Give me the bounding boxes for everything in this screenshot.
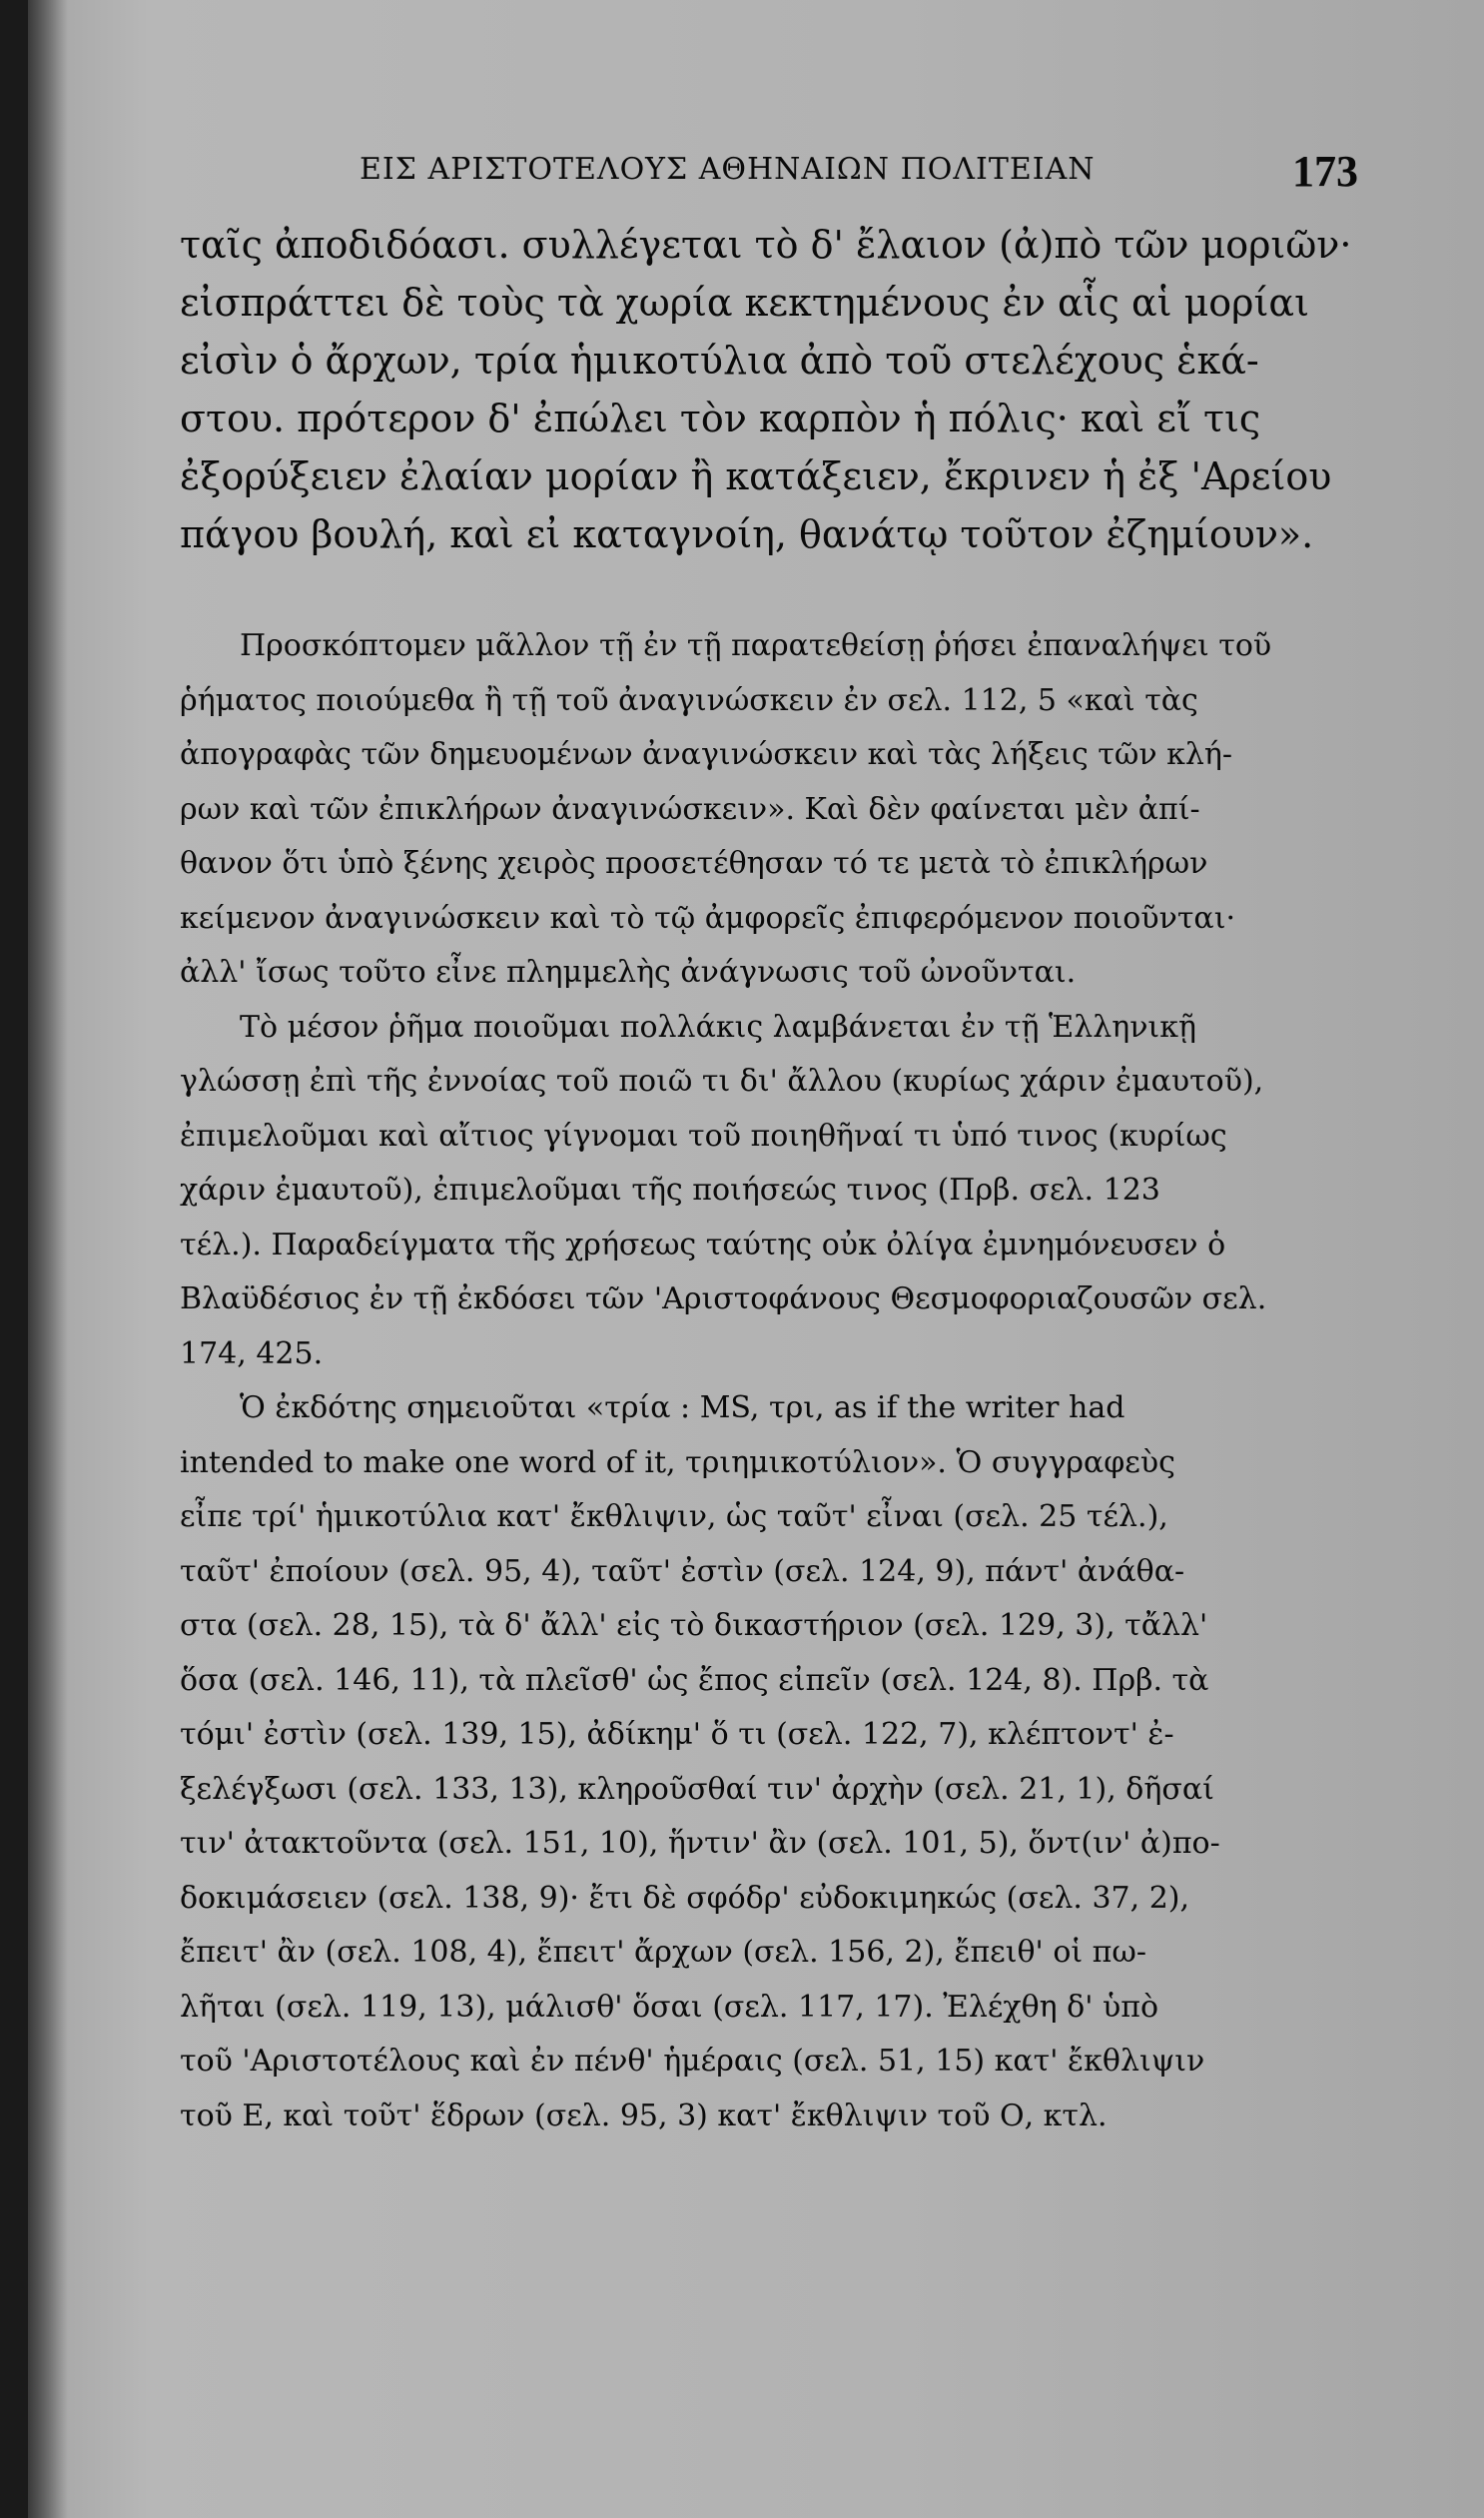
commentary-line: ρων καὶ τῶν ἐπικλήρων ἀναγινώσκειν». Καὶ δὲν φαίνεται μὲν ἀπί- [180,791,1200,827]
commentary-line: στα (σελ. 28, 15), τὰ δ' ἄλλ' εἰς τὸ δικαστήριον (σελ. 129, 3), τἄλλ' [180,1608,1208,1643]
commentary-line: λῆται (σελ. 119, 13), μάλισθ' ὅσαι (σελ. 117, 17). Ἐλέχθη δ' ὑπὸ [180,1989,1159,2025]
commentary-line: εἶπε τρί' ἡμικοτύλια κατ' ἔκθλιψιν, ὡς ταῦτ' εἶναι (σελ. 25 τέλ.), [180,1499,1168,1534]
book-binding-edge [0,0,28,2518]
running-title: ΕΙΣ ΑΡΙΣΤΟΤΕΛΟΥΣ ΑΘΗΝΑΙΩΝ ΠΟΛΙΤΕΙΑΝ [360,152,1096,187]
commentary-line: τέλ.). Παραδείγματα τῆς χρήσεως ταύτης οὐκ ὀλίγα ἐμνημόνευσεν ὁ [180,1227,1226,1262]
commentary-line: ἀπογραφὰς τῶν δημευομένων ἀναγινώσκειν καὶ τὰς λήξεις τῶν κλή- [180,737,1232,772]
commentary-line: Βλαϋδέσιος ἐν τῇ ἐκδόσει τῶν 'Αριστοφάνους Θεσμοφοριαζουσῶν σελ. [180,1281,1267,1316]
gutter-shadow [28,0,68,2518]
quote-line: στου. πρότερον δ' ἐπώλει τὸν καρπὸν ἡ πόλις· καὶ εἴ τις [180,397,1261,440]
commentary-paragraph-1 [180,619,1358,1001]
commentary [180,619,1358,2143]
quote-line: ταῖς ἀποδιδόασι. συλλέγεται τὸ δ' ἔλαιον (ἀ)πὸ τῶν μοριῶν· [180,223,1352,267]
commentary-line: ἀλλ' ἴσως τοῦτο εἶνε πλημμελὴς ἀνάγνωσις τοῦ ὠνοῦνται. [180,955,1077,990]
commentary-line: intended to make one word of it, τριημικοτύλιον». Ὁ συγγραφεὺς [180,1444,1175,1480]
commentary-line: ἔπειτ' ἂν (σελ. 108, 4), ἔπειτ' ἄρχων (σελ. 156, 2), ἔπειθ' οἱ πω- [180,1935,1146,1970]
commentary-paragraph-3 [180,1381,1358,2143]
commentary-line: Προσκόπτομεν μᾶλλον τῇ ἐν τῇ παρατεθείσῃ ῥήσει ἐπαναλήψει τοῦ [240,628,1272,663]
quote-line: ἐξορύξειεν ἐλαίαν μορίαν ἢ κατάξειεν, ἔκρινεν ἡ ἐξ 'Αρείου [180,454,1332,498]
commentary-line: ὅσα (σελ. 146, 11), τὰ πλεῖσθ' ὡς ἔπος εἰπεῖν (σελ. 124, 8). Πρβ. τὰ [180,1662,1209,1698]
page-header [360,147,1358,196]
commentary-line: τόμι' ἐστὶν (σελ. 139, 15), ἀδίκημ' ὅ τι (σελ. 122, 7), κλέπτοντ' ἐ- [180,1717,1174,1752]
commentary-line: ἐπιμελοῦμαι καὶ αἴτιος γίγνομαι τοῦ ποιηθῆναί τι ὑπό τινος (κυρίως [180,1118,1227,1154]
quoted-passage [180,216,1358,563]
commentary-line: χάριν ἐμαυτοῦ), ἐπιμελοῦμαι τῆς ποιήσεώς τινος (Πρβ. σελ. 123 [180,1173,1160,1208]
quote-line: εἰσπράττει δὲ τοὺς τὰ χωρία κεκτημένους ἐν αἷς αἱ μορίαι [180,281,1309,325]
commentary-line: ῥήματος ποιούμεθα ἢ τῇ τοῦ ἀναγινώσκειν ἐν σελ. 112, 5 «καὶ τὰς [180,682,1198,718]
commentary-paragraph-2 [180,1001,1358,1382]
commentary-line: κείμενον ἀναγινώσκειν καὶ τὸ τῷ ἀμφορεῖς ἐπιφερόμενον ποιοῦνται· [180,900,1235,936]
commentary-line: τιν' ἀτακτοῦντα (σελ. 151, 10), ἥντιν' ἂν (σελ. 101, 5), ὅντ(ιν' ἀ)πο- [180,1826,1220,1861]
commentary-line: Ὁ ἐκδότης σημειοῦται «τρία : MS, τρι, as if the writer had [240,1390,1125,1425]
quote-line: εἰσὶν ὁ ἄρχων, τρία ἡμικοτύλια ἀπὸ τοῦ στελέχους ἑκά- [180,339,1259,383]
commentary-line: ταῦτ' ἐποίουν (σελ. 95, 4), ταῦτ' ἐστὶν (σελ. 124, 9), πάντ' ἀνάθα- [180,1553,1185,1589]
commentary-line: γλώσσῃ ἐπὶ τῆς ἐννοίας τοῦ ποιῶ τι δι' ἄλλου (κυρίως χάριν ἐμαυτοῦ), [180,1064,1264,1099]
commentary-line: τοῦ 'Αριστοτέλους καὶ ἐν πένθ' ἡμέραις (σελ. 51, 15) κατ' ἔκθλιψιν [180,2044,1205,2079]
commentary-line: δοκιμάσειεν (σελ. 138, 9)· ἔτι δὲ σφόδρ' εὐδοκιμηκώς (σελ. 37, 2), [180,1880,1190,1916]
commentary-line: ξελέγξωσι (σελ. 133, 13), κληροῦσθαί τιν' ἀρχὴν (σελ. 21, 1), δῆσαί [180,1771,1214,1807]
commentary-line: θανον ὅτι ὑπὸ ξένης χειρὸς προσετέθησαν τό τε μετὰ τὸ ἐπικλήρων [180,846,1208,881]
commentary-line: 174, 425. [180,1335,324,1371]
quote-line: πάγου βουλή, καὶ εἰ καταγνοίη, θανάτῳ τοῦτον ἐζημίουν». [180,512,1314,556]
page-number: 173 [1292,147,1358,196]
commentary-line: τοῦ Ε, καὶ τοῦτ' ἕδρων (σελ. 95, 3) κατ' ἔκθλιψιν τοῦ Ο, κτλ. [180,2098,1108,2133]
commentary-line: Τὸ μέσον ῥῆμα ποιοῦμαι πολλάκις λαμβάνεται ἐν τῇ Ἑλληνικῇ [240,1009,1196,1045]
